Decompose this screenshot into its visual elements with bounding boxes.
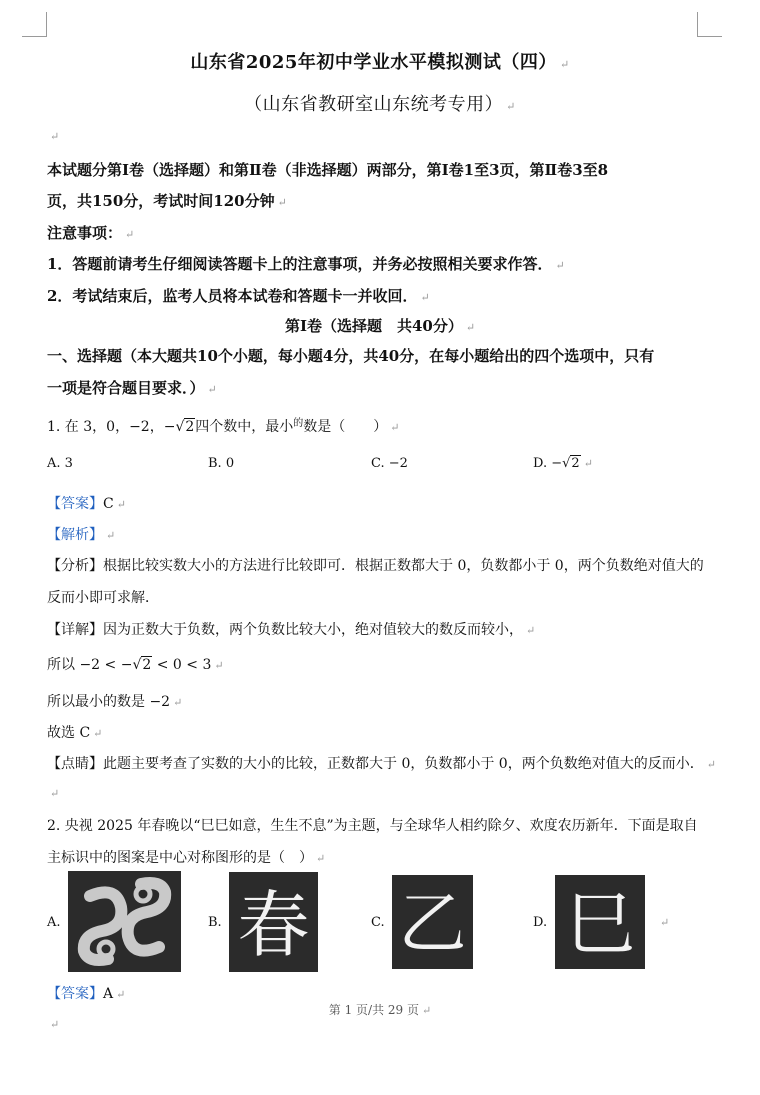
- crop-mark-top-left: [22, 12, 47, 37]
- q1-option-b: B. 0: [208, 456, 235, 471]
- q2-option-b-image: [229, 872, 318, 972]
- para-mark: ↵: [660, 916, 670, 929]
- q2-stem-2: 主标识中的图案是中心对称图形的是（ ） ↵: [47, 850, 326, 866]
- yi-character: 乙: [398, 885, 467, 964]
- doc-title: 山东省2025年初中学业水平模拟测试（四） ↵: [190, 52, 570, 73]
- doc-subtitle: （山东省教研室山东统考专用） ↵: [244, 94, 516, 115]
- q2-option-a-image: [68, 871, 181, 972]
- q1-xiangjie: 【详解】因为正数大于负数，两个负数比较大小，绝对值较大的数反而较小， ↵: [47, 622, 536, 638]
- q1-analysis-label: 【解析】 ↵: [47, 527, 116, 543]
- q1-option-d: D. −√2 ↵: [533, 456, 593, 471]
- sqrt-symbol: √2: [175, 419, 195, 435]
- q1-choose: 故选 C ↵: [47, 725, 103, 741]
- notice-title: 注意事项： ↵: [47, 224, 135, 242]
- q1-option-c: C. −2: [371, 456, 408, 471]
- q2-stem-1: 2. 央视 2025 年春晚以“巳巳如意，生生不息”为主题，与全球华人相约除夕、欢度农历新年．下面是取自: [47, 818, 698, 834]
- q1-option-a: A. 3: [47, 456, 73, 471]
- sqrt-symbol: √2: [562, 456, 580, 471]
- empty-paragraph: ↵: [50, 787, 60, 800]
- part1-title: 第Ⅰ卷（选择题 共40分） ↵: [284, 317, 476, 335]
- intro-line-2: 页，共150分，考试时间120分钟 ↵: [47, 192, 287, 210]
- chun-character: 春: [237, 883, 310, 967]
- notice-item-1: 1．答题前请考生仔细阅读答题卡上的注意事项，并务必按照相关要求作答． ↵: [47, 255, 565, 273]
- sqrt-symbol: √2: [132, 657, 152, 673]
- page-footer: 第 1 页/共 29 页 ↵: [328, 1003, 432, 1017]
- empty-paragraph: ↵: [50, 130, 60, 143]
- q2-answer: 【答案】A ↵: [47, 986, 126, 1002]
- q1-answer: 【答案】C ↵: [47, 496, 126, 512]
- q2-option-d-image: [555, 875, 645, 969]
- q1-fenxi-2: 反而小即可求解．: [47, 590, 159, 606]
- q1-stem: 1. 在 3，0，−2，−√2四个数中，最小$^的$数是（ ） ↵: [47, 418, 400, 435]
- q2-option-a-label: A.: [47, 915, 61, 930]
- notice-item-2: 2．考试结束后，监考人员将本试卷和答题卡一并收回． ↵: [47, 287, 430, 305]
- section1-line-1: 一、选择题（本大题共10个小题，每小题4分，共40分，在每小题给出的四个选项中，只有: [47, 347, 655, 365]
- section1-line-2: 一项是符合题目要求．） ↵: [47, 379, 217, 397]
- crop-mark-top-right: [697, 12, 722, 37]
- q2-option-d-label: D.: [533, 915, 548, 930]
- empty-paragraph: ↵: [50, 1018, 60, 1031]
- q1-inequality: 所以 −2 < −√2 < 0 < 3 ↵: [47, 657, 224, 673]
- q1-dianjing: 【点睛】此题主要考查了实数的大小的比较，正数都大于 0，负数都小于 0，两个负数绝对值大的反而小． ↵: [47, 756, 716, 772]
- q2-option-c-image: [392, 875, 473, 969]
- intro-line-1: 本试题分第Ⅰ卷（选择题）和第Ⅱ卷（非选择题）两部分，第Ⅰ卷1至3页，第Ⅱ卷3至8: [47, 161, 609, 179]
- si-character: 巳: [565, 883, 635, 965]
- q1-conclusion: 所以最小的数是 −2 ↵: [47, 694, 183, 710]
- q2-option-c-label: C.: [371, 915, 385, 930]
- q1-fenxi-1: 【分析】根据比较实数大小的方法进行比较即可．根据正数都大于 0，负数都小于 0，两个负数绝对值大的: [47, 558, 704, 574]
- q2-option-b-label: B.: [208, 915, 222, 930]
